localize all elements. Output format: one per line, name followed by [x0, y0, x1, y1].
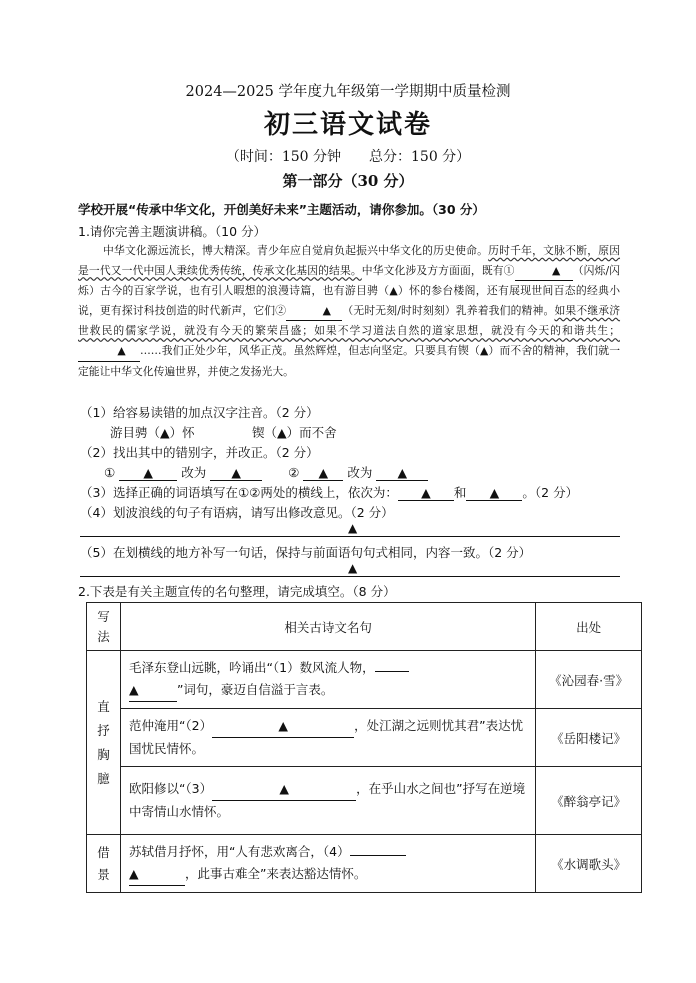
blank-2-options: （无时无刻/时时刻刻） — [342, 303, 456, 317]
row-3: 欧阳修以“（3） ▲ ，在乎山水之间也”抒写在逆境中寄情山水情怀。 — [120, 767, 535, 835]
fill-blank-3[interactable]: ▲ — [212, 778, 356, 801]
blank-2[interactable]: ▲ — [286, 301, 342, 322]
typo-fix-2[interactable]: ▲ — [376, 465, 428, 481]
speech-text-1: 中华文化源远流长，博大精深。青少年应自觉肩负起振兴中华文化的历史使命。 — [103, 244, 489, 257]
q2-title: 2.下表是有关主题宣传的名句整理，请完成填空。（8 分） — [78, 584, 396, 599]
source-3: 《醉翁亭记》 — [536, 767, 642, 835]
typo-blank-2[interactable]: ▲ — [303, 465, 343, 481]
source-1: 《沁园春·雪》 — [536, 651, 642, 709]
group-scene: 借景 — [87, 835, 121, 893]
header-source: 出处 — [536, 603, 642, 651]
fill-blank-4b[interactable]: ▲ — [129, 863, 185, 886]
part-title: 第一部分（30 分） — [282, 172, 414, 190]
sub-question-3: （3）选择正确的词语填写在①②两处的横线上，依次为： ▲ 和 ▲ 。（2 分） — [80, 485, 579, 500]
typo-fix-1[interactable]: ▲ — [210, 465, 262, 481]
source-2: 《岳阳楼记》 — [536, 709, 642, 767]
typo-row: ① ▲ 改为 ▲ ② ▲ 改为 ▲ — [104, 463, 428, 481]
paper-title: 初三语文试卷 — [263, 110, 432, 140]
quotation-table — [86, 602, 642, 893]
fill-blank-4a[interactable] — [350, 855, 406, 856]
sub-question-1: （1）给容易读错的加点汉字注音。（2 分） — [80, 405, 319, 420]
sub-question-5: （5）在划横线的地方补写一句话，保持与前面语句句式相同，内容一致。（2 分） — [80, 545, 532, 560]
speech-text-5: ……我们正处少年，风华正茂。虽然辉煌，但志向坚定。只要具有锲（▲）而不舍的精神，我们就一定能让中华文化传遍世界，并使之发扬光大。 — [78, 343, 620, 378]
answer-line-5[interactable] — [80, 576, 620, 577]
row-4: 苏轼借月抒怀，用“人有悲欢离合，（4） ▲ ，此事古难全”来表达豁达情怀。 — [120, 835, 535, 893]
sub-question-2: （2）找出其中的错别字，并改正。（2 分） — [80, 445, 319, 460]
answer-line-4[interactable] — [80, 536, 620, 537]
blank-1[interactable]: ▲ — [515, 261, 573, 282]
pinyin-item-2[interactable]: 锲（▲）而不舍 — [252, 425, 337, 440]
typo-blank-1[interactable]: ▲ — [119, 465, 177, 481]
word-blank-2[interactable]: ▲ — [466, 485, 522, 501]
blank-1-options: （闪烁/闪烁） — [78, 263, 621, 298]
speech-text-2: 中华文化涉及方方面面，既有① — [361, 263, 515, 277]
header-method: 写法 — [87, 603, 121, 651]
wavy-sentence-2: 如果不继承济世救民的儒家学说，就没有今天的繁荣昌盛；如果不学习道法自然的道家思想，就没有今天的和谐共生； — [78, 303, 621, 338]
source-4: 《水调歌头》 — [536, 835, 642, 893]
blank-sentence[interactable]: ▲ — [78, 341, 140, 362]
exam-title: 2024—2025 学年度九年级第一学期期中质量检测 — [185, 84, 511, 100]
answer-mark-5: ▲ — [348, 561, 358, 575]
fill-blank-2[interactable]: ▲ — [212, 715, 354, 738]
speech-text-4: 乳养着我们的精神。 — [455, 303, 555, 317]
row-1: 毛泽东登山远眺，吟诵出“（1）数风流人物， ▲ ”词句，豪迈自信溢于言表。 — [120, 651, 535, 709]
speech-text-3: 古今的百家学说，也有引人暇想的浪漫诗篇，也有游目骋（▲）怀的参台楼阁，还有展现世间百态的经典小说，更有探讨科技创造的时代新声，它们② — [78, 284, 620, 317]
header-quotes: 相关古诗文名句 — [120, 603, 535, 651]
q1-title: 1.请你完善主题演讲稿。（10 分） — [78, 224, 267, 239]
word-blank-1[interactable]: ▲ — [398, 485, 454, 501]
group-direct: 直抒胸臆 — [87, 651, 121, 835]
speech-paragraph — [78, 241, 620, 381]
pinyin-item-1[interactable]: 游目骋（▲）怀 — [110, 425, 195, 440]
activity-intro: 学校开展“传承中华文化，开创美好未来”主题活动，请你参加。（30 分） — [78, 202, 485, 217]
time-info: （时间：150 分钟 总分：150 分） — [225, 149, 471, 165]
sub-question-4: （4）划波浪线的句子有语病，请写出修改意见。（2 分） — [80, 505, 394, 520]
wavy-sentence: 历时千年，文脉不断，原因是一代又一代中国人秉续优秀传统，传承文化基因的结果。 — [78, 244, 621, 277]
fill-blank-1a[interactable] — [375, 671, 409, 672]
answer-mark-4: ▲ — [348, 521, 358, 535]
fill-blank-1b[interactable]: ▲ — [129, 679, 177, 702]
row-2: 范仲淹用“（2） ▲ ，处江湖之远则忧其君”表达忧国忧民情怀。 — [120, 709, 535, 767]
